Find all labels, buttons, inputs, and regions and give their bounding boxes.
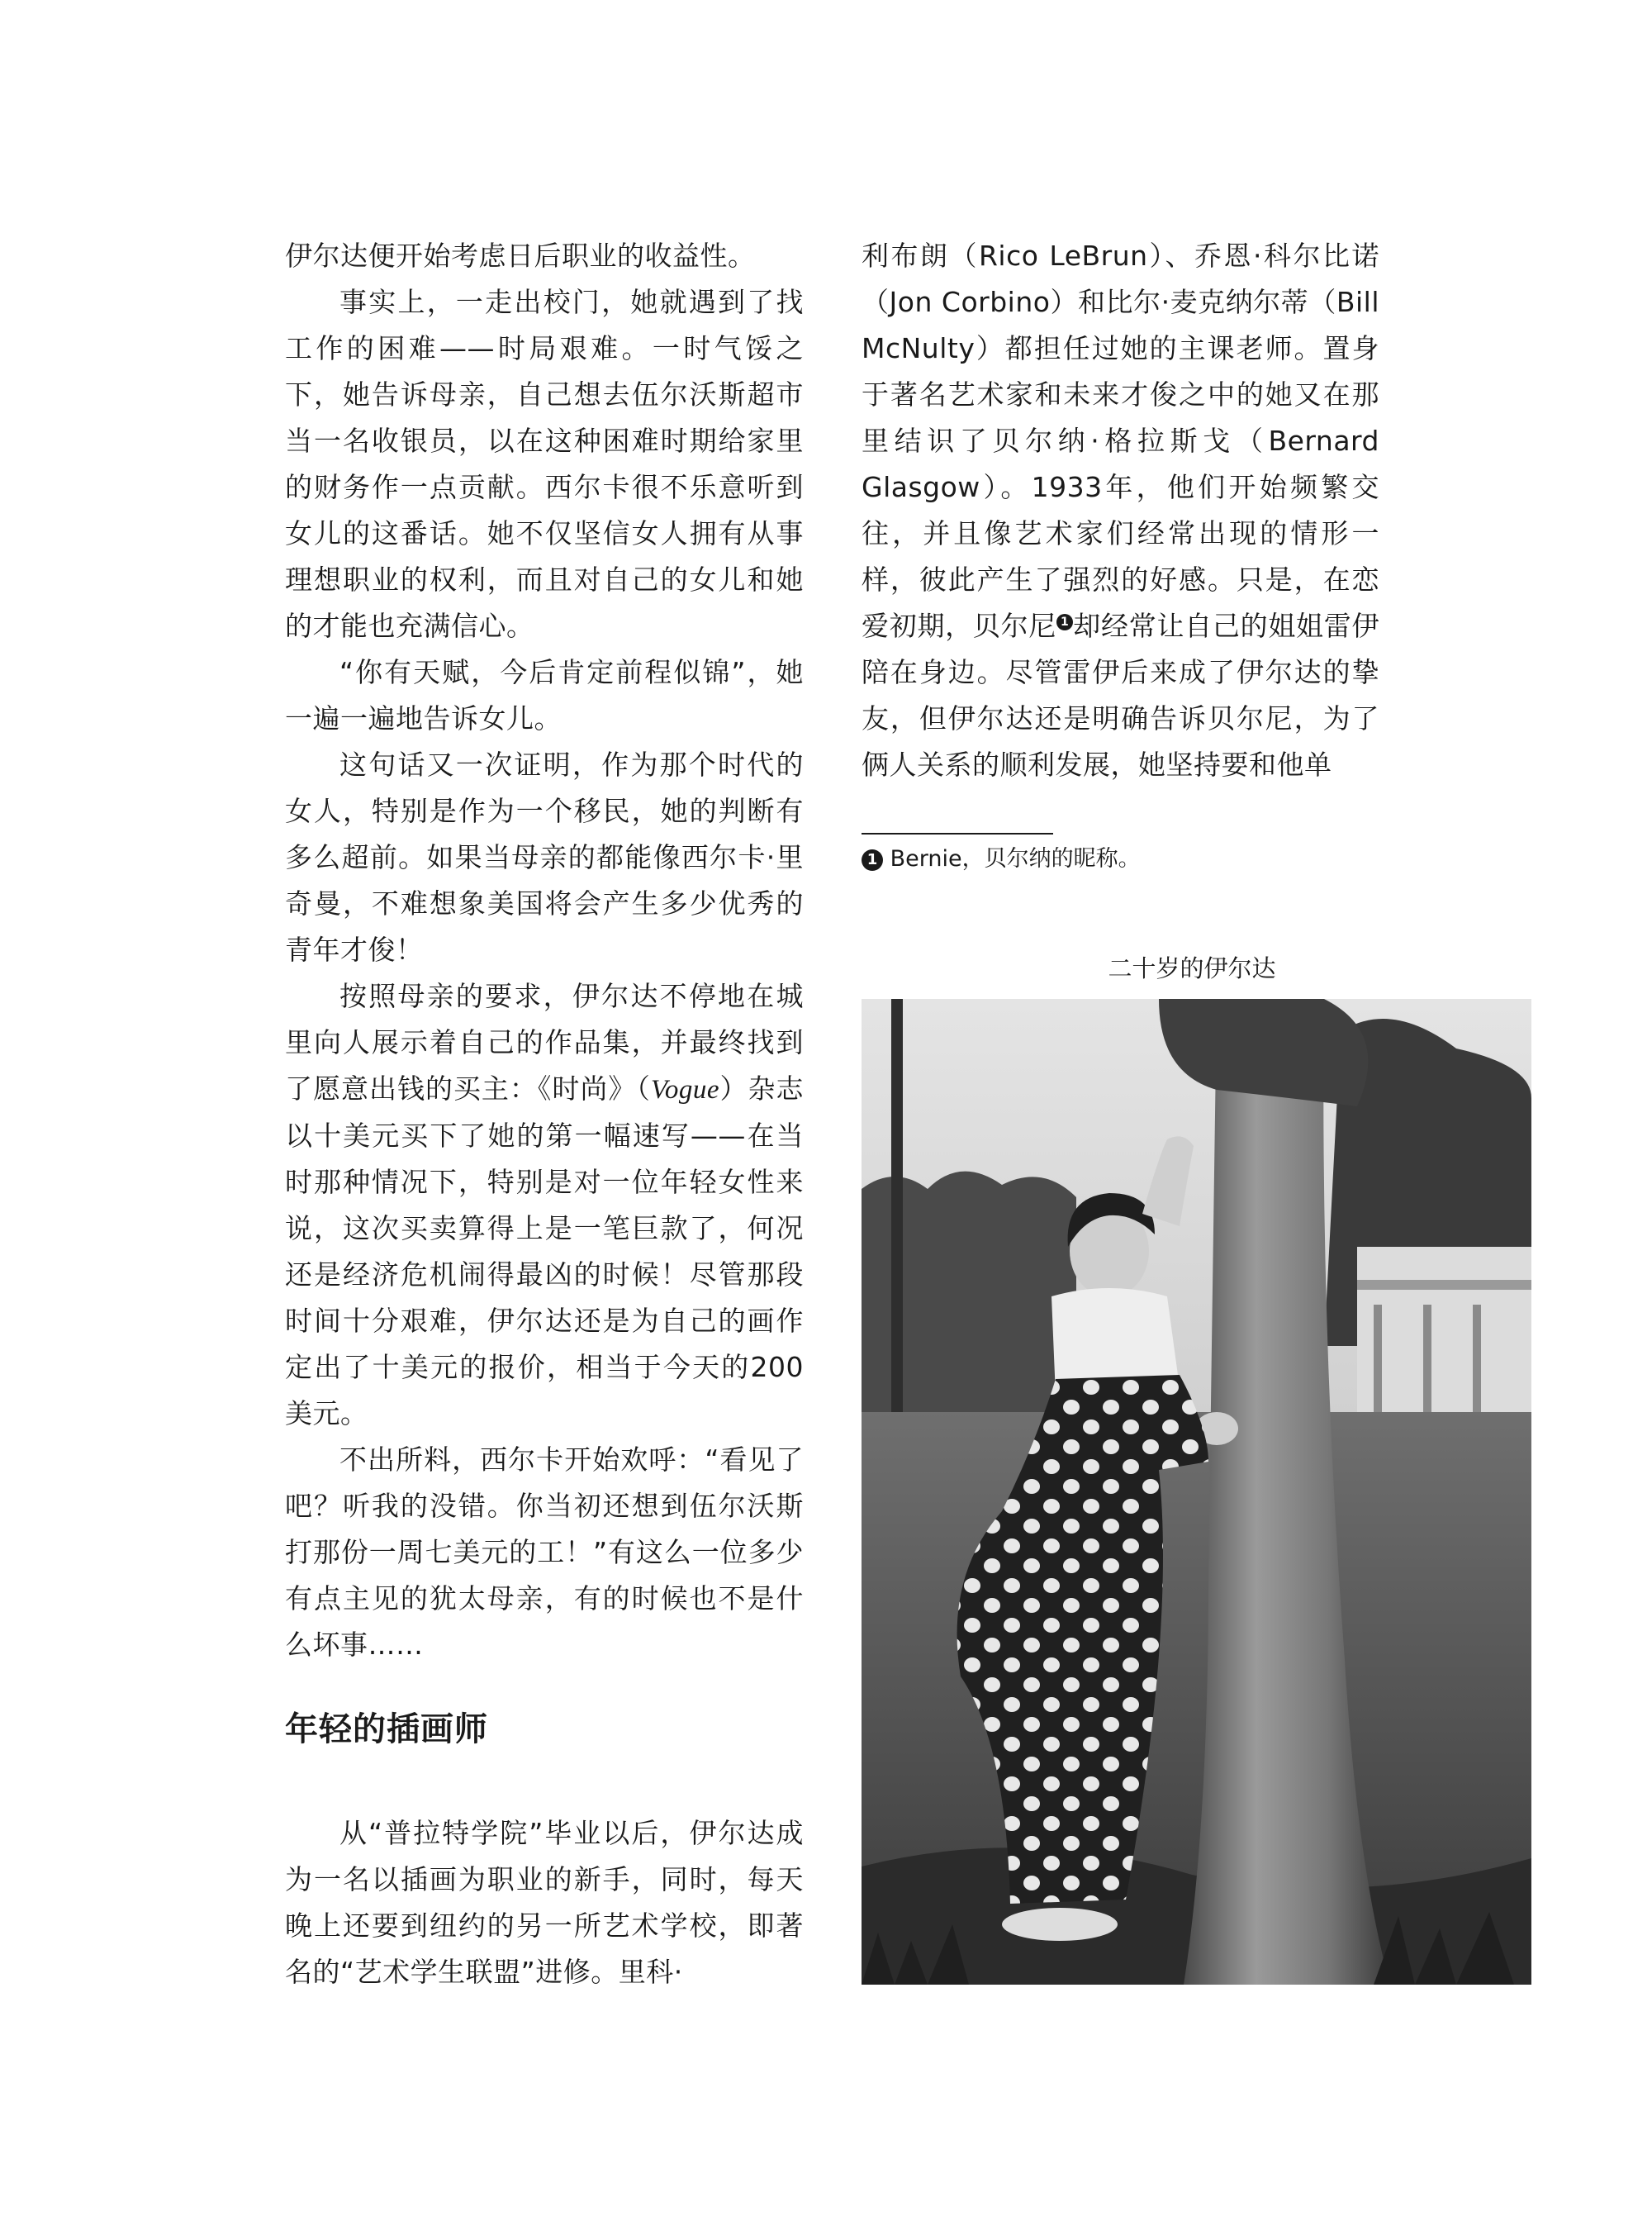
paragraph: [285, 973, 804, 1437]
paragraph: 事实上，一走出校门，她就遇到了找工作的困难——时局艰难。一时气馁之下，她告诉母亲，自己想去伍尔沃斯超市当一名收银员，以在这种困难时期给家里的财务作一点贡献。西尔卡很不乐意听到女儿的这番话。她不仅坚信女人拥有从事理想职业的权利，而且对自己的女儿和她的才能也充满信心。: [285, 286, 804, 642]
paragraph: 伊尔达便开始考虑日后职业的收益性。: [285, 240, 756, 272]
figure-caption: 二十岁的伊尔达: [1108, 954, 1276, 982]
paragraph: “你有天赋，今后肯定前程似锦”，她一遍一遍地告诉女儿。: [285, 656, 804, 735]
paragraph: 不出所料，西尔卡开始欢呼：“看见了吧？听我的没错。你当初还想到伍尔沃斯打那份一周七美元的工！”有这么一位多少有点主见的犹太母亲，有的时候也不是什么坏事……: [285, 1443, 804, 1661]
magazine-title: Vogue: [650, 1075, 720, 1105]
footnote-text: Bernie，贝尔纳的昵称。: [890, 846, 1141, 872]
footnote: [862, 841, 1379, 877]
section-title: 年轻的插画师: [285, 1710, 488, 1748]
paragraph-text: 却经常让自己的姐姐雷伊陪在身边。尽管雷伊后来成了伊尔达的挚友，但伊尔达还是明确告诉贝尔尼，为了俩人关系的顺利发展，她坚持要和他单: [862, 610, 1380, 781]
footnote-mark: 1: [862, 849, 883, 871]
paragraph-text: ）杂志以十美元买下了她的第一幅速写——在当时那种情况下，特别是对一位年轻女性来说，这次买卖算得上是一笔巨款了，何况还是经济危机闹得最凶的时候！尽管那段时间十分艰难，伊尔达还是为自己的画作定出了十美元的报价，相当于今天的200美元。: [285, 1072, 805, 1429]
paragraph: 从“普拉特学院”毕业以后，伊尔达成为一名以插画为职业的新手，同时，每天晚上还要到纽约的另一所艺术学校，即著名的“艺术学生联盟”进修。里科·: [285, 1817, 804, 1988]
left-column: [285, 233, 804, 1995]
paragraph: [862, 233, 1379, 788]
footnote-reference[interactable]: 1: [1056, 614, 1073, 630]
paragraph-text: 按照母亲的要求，伊尔达不停地在城里向人展示着自己的作品集，并最终找到了愿意出钱的买主：《时尚》（: [285, 980, 804, 1105]
right-column: [862, 233, 1379, 788]
footnote-divider: [862, 833, 1053, 835]
photo: [862, 999, 1531, 1985]
paragraph: 这句话又一次证明，作为那个时代的女人，特别是作为一个移民，她的判断有多么超前。如果当母亲的都能像西尔卡·里奇曼，不难想象美国将会产生多少优秀的青年才俊！: [285, 749, 804, 966]
paragraph-text: 利布朗（Rico LeBrun）、乔恩·科尔比诺（Jon Corbino）和比尔·麦克纳尔蒂（Bill McNulty）都担任过她的主课老师。置身于著名艺术家和未来才俊之中的她又在那里结识了贝尔纳·格拉斯戈（Bernard Glasgow）。1933年，他们开始频繁交往，并且像艺术家们经常出现的情形一样，彼此产生了强烈的好感。只是，在恋爱初期，贝尔尼: [862, 240, 1379, 642]
photo-illustration: [862, 999, 1531, 1985]
